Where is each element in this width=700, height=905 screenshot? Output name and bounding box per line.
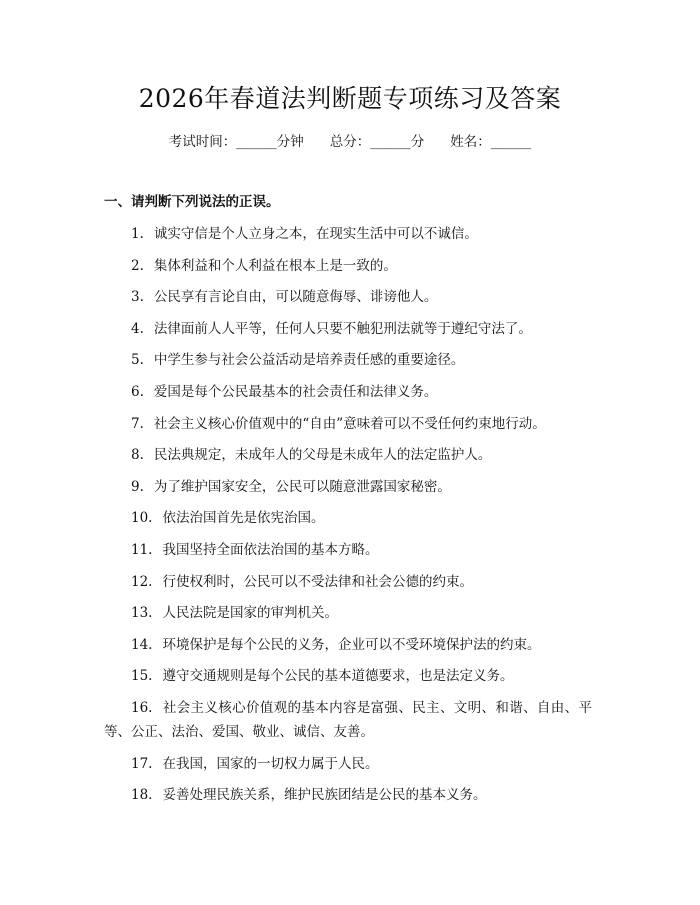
question-number: 18. <box>131 787 153 804</box>
question-number: 17. <box>131 755 153 772</box>
question-text: 妥善处理民族关系，维护民族团结是公民的基本义务。 <box>162 787 487 804</box>
question-item <box>104 633 592 657</box>
question-item <box>104 752 592 776</box>
question-item <box>104 696 592 744</box>
question-number: 9. <box>131 478 144 495</box>
question-number: 13. <box>131 605 153 622</box>
total-score-field: 总分：______分 <box>329 134 425 150</box>
question-item <box>104 783 592 807</box>
question-item <box>104 285 592 309</box>
question-number: 1. <box>131 226 144 242</box>
question-text: 依法治国首先是依宪治国。 <box>162 510 325 527</box>
section-heading: 一、请判断下列说法的正误。 <box>104 194 280 210</box>
question-list <box>104 222 592 815</box>
question-item <box>104 443 592 467</box>
question-item <box>104 380 592 404</box>
question-text: 中学生参与社会公益活动是培养责任感的重要途径。 <box>153 352 465 369</box>
question-text: 行使权利时，公民可以不受法律和社会公德的约束。 <box>162 573 473 590</box>
question-item <box>104 348 592 372</box>
question-text: 为了维护国家安全，公民可以随意泄露国家秘密。 <box>153 478 451 495</box>
question-number: 10. <box>131 510 153 527</box>
question-number: 15. <box>131 668 153 685</box>
question-text: 在我国，国家的一切权力属于人民。 <box>162 755 379 772</box>
page-title: 2026年春道法判断题专项练习及答案 <box>138 84 562 113</box>
question-number: 8. <box>131 447 144 464</box>
question-item <box>104 412 592 436</box>
question-text: 法律面前人人平等，任何人只要不触犯刑法就等于遵纪守法了。 <box>153 320 532 337</box>
question-text: 诚实守信是个人立身之本，在现实生活中可以不诚信。 <box>153 226 478 242</box>
exam-time-field: 考试时间：______分钟 <box>168 134 304 150</box>
question-item <box>104 317 592 341</box>
question-number: 16. <box>131 699 153 716</box>
question-text: 人民法院是国家的审判机关。 <box>162 605 338 622</box>
question-number: 3. <box>131 289 144 306</box>
question-number: 5. <box>131 352 144 369</box>
question-item <box>104 222 592 246</box>
question-number: 14. <box>131 636 153 653</box>
question-item <box>104 506 592 530</box>
student-name-field: 姓名：______ <box>450 134 532 150</box>
question-item <box>104 475 592 499</box>
question-text: 环境保护是每个公民的义务，企业可以不受环境保护法的约束。 <box>162 636 541 653</box>
exam-info <box>0 132 700 152</box>
question-item <box>104 601 592 625</box>
question-text: 集体利益和个人利益在根本上是一致的。 <box>153 257 397 274</box>
question-text: 公民享有言论自由，可以随意侮辱、诽谤他人。 <box>153 289 438 306</box>
question-number: 11. <box>131 541 153 558</box>
question-text: 我国坚持全面依法治国的基本方略。 <box>162 541 379 558</box>
question-text: 爱国是每个公民最基本的社会责任和法律义务。 <box>153 383 438 400</box>
question-number: 2. <box>131 257 144 274</box>
question-text: 民法典规定，未成年人的父母是未成年人的法定监护人。 <box>153 447 492 464</box>
question-number: 4. <box>131 320 144 337</box>
question-text: 遵守交通规则是每个公民的基本道德要求，也是法定义务。 <box>162 668 514 685</box>
question-text: 社会主义核心价值观中的“自由”意味着可以不受任何约束地行动。 <box>153 415 546 432</box>
question-item <box>104 570 592 594</box>
question-item <box>104 254 592 278</box>
question-number: 6. <box>131 383 144 400</box>
question-item <box>104 538 592 562</box>
question-number: 12. <box>131 573 153 590</box>
question-number: 7. <box>131 415 144 432</box>
question-item <box>104 664 592 688</box>
question-text: 社会主义核心价值观的基本内容是富强、民主、文明、和谐、自由、平等、公正、法治、爱国、敬业、诚信、友善。 <box>104 699 592 740</box>
